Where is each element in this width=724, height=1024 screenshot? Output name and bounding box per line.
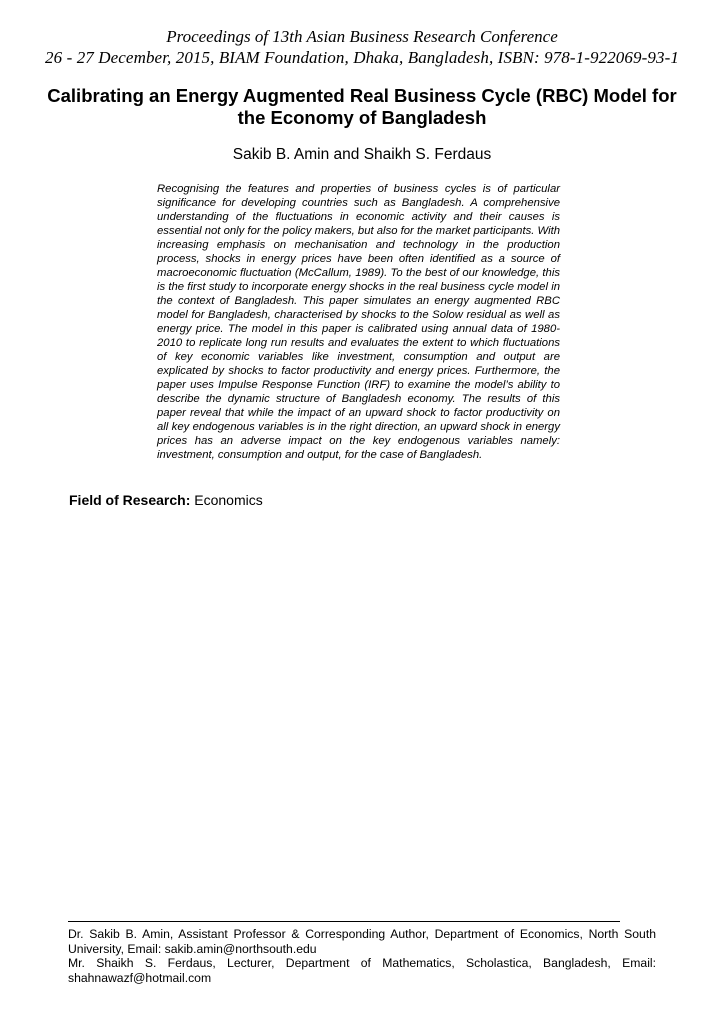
conference-details: 26 - 27 December, 2015, BIAM Foundation, Dhaka, Bangladesh, ISBN: 978-1-922069-93-1 <box>45 48 679 67</box>
footnotes <box>68 927 656 985</box>
field-value: Economics <box>194 492 263 508</box>
paper-title: Calibrating an Energy Augmented Real Business Cycle (RBC) Model for the Economy of Bangladesh <box>47 85 677 128</box>
field-label: Field of Research: <box>69 492 191 508</box>
footnote-author-2: Mr. Shaikh S. Ferdaus, Lecturer, Department of Mathematics, Scholastica, Bangladesh, Email: shahnawazf@hotmail.com <box>68 956 656 985</box>
footnote-author-1: Dr. Sakib B. Amin, Assistant Professor & Corresponding Author, Department of Economics, North South University, Email: sakib.amin@northsouth.edu <box>68 927 656 956</box>
conference-name: Proceedings of 13th Asian Business Research Conference <box>166 27 558 46</box>
paper-authors: Sakib B. Amin and Shaikh S. Ferdaus <box>232 146 492 163</box>
field-of-research <box>69 492 263 508</box>
abstract: Recognising the features and properties of business cycles is of particular significance for developing countries such as Bangladesh. A comprehensive understanding of the fluctuations in economic activity and their causes is essential not only for the policy makers, but also for the market participants. With increasing emphasis on mechanisation and technology in the production process, shocks in energy prices have been often identified as a source of macroeconomic fluctuation (McCallum, 1989). To the best of our knowledge, this is the first study to incorporate energy shocks in the real business cycle model in the context of Bangladesh. This paper simulates an energy augmented RBC model for Bangladesh, characterised by shocks to the Solow residual as well as energy price. The model in this paper is calibrated using annual data of 1980-2010 to replicate long run results and evaluates the extent to which fluctuations of key economic variables like investment, consumption and output are explicated by shocks to factor productivity and energy prices. Furthermore, the paper uses Impulse Response Function (IRF) to examine the model’s ability to describe the dynamic structure of Bangladesh economy. The results of this paper reveal that while the impact of an upward shock to factor productivity on all key endogenous variables is in the right direction, an upward shock in energy prices has an adverse impact on the key endogenous variables namely: investment, consumption and output, for the case of Bangladesh. <box>157 183 561 461</box>
footnote-divider <box>68 921 620 922</box>
conference-header <box>0 26 724 68</box>
